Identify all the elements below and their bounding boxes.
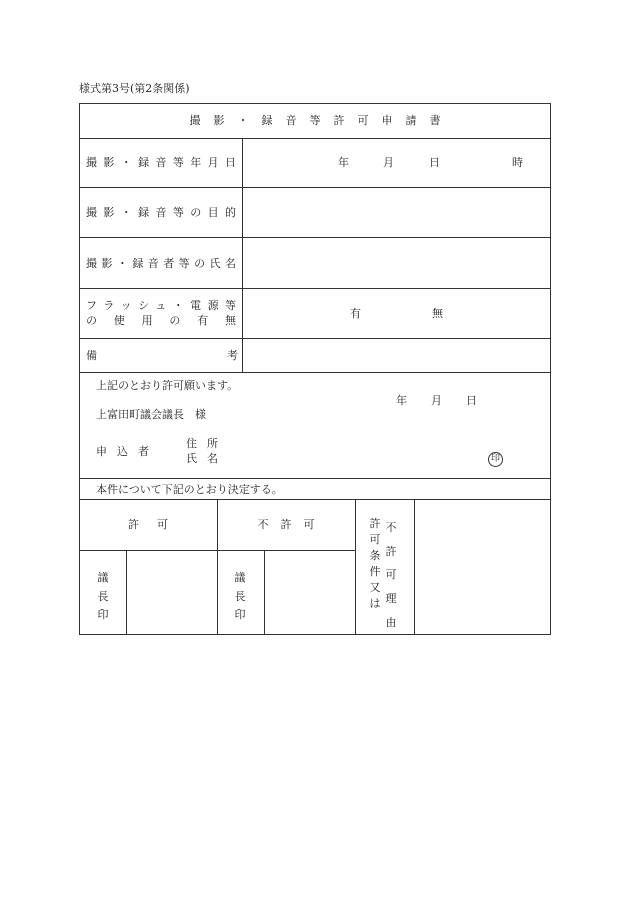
row-divider xyxy=(79,338,551,339)
seal-column-divider xyxy=(264,550,265,635)
row-divider xyxy=(79,478,551,479)
table-border-left xyxy=(79,103,80,635)
permit-chair-seal-label: 議長印 xyxy=(97,571,109,622)
recorder-name-label: 撮影・録音者等の氏名 xyxy=(86,257,236,270)
address-label: 住所 xyxy=(186,437,228,450)
request-statement: 上記のとおり許可願います。 xyxy=(96,379,239,392)
form-title: 撮影・録音等許可申請書 xyxy=(189,114,454,127)
datetime-year: 年 xyxy=(338,156,349,169)
row-divider xyxy=(79,138,551,139)
flash-label-line1: フラッシュ・電源等 xyxy=(86,299,236,312)
not-permit-header: 不許可 xyxy=(257,518,327,531)
seal-mark: 印 xyxy=(488,452,503,467)
flash-no: 無 xyxy=(432,307,443,320)
remarks-label-start: 備 xyxy=(86,349,97,362)
remarks-label-end: 考 xyxy=(227,349,238,362)
row-divider xyxy=(79,187,551,188)
applicant-label: 申込者 xyxy=(96,445,159,458)
permit-header: 許可 xyxy=(128,518,186,531)
form-number-label: 様式第3号(第2条関係) xyxy=(79,82,190,95)
flash-yes: 有 xyxy=(350,307,361,320)
purpose-label: 撮影・録音等の目的 xyxy=(86,206,236,219)
datetime-month: 月 xyxy=(383,156,394,169)
decision-column-divider xyxy=(414,499,415,635)
label-column-divider xyxy=(242,138,243,373)
decision-statement: 本件について下記のとおり決定する。 xyxy=(96,483,283,496)
request-date-month: 月 xyxy=(431,394,442,407)
not-permit-chair-seal-label: 議長印 xyxy=(234,571,246,622)
row-divider xyxy=(79,372,551,373)
table-border-right xyxy=(550,103,551,635)
datetime-label: 撮影・録音等年月日 xyxy=(86,156,236,169)
table-border-top xyxy=(79,103,551,104)
request-date-year: 年 xyxy=(396,394,407,407)
table-border-bottom xyxy=(79,634,551,635)
datetime-day: 日 xyxy=(429,156,440,169)
conditions-label-col1: 許可条件又は xyxy=(369,517,381,610)
row-divider xyxy=(79,499,551,500)
request-date-day: 日 xyxy=(466,394,477,407)
conditions-label-col2: 不許可理由 xyxy=(385,521,397,629)
flash-label-line2: の使用の有無 xyxy=(86,314,236,327)
row-divider xyxy=(79,237,551,238)
decision-column-divider xyxy=(355,499,356,635)
datetime-hour: 時 xyxy=(512,156,523,169)
addressee: 上富田町議会議長 様 xyxy=(96,408,206,421)
seal-column-divider xyxy=(126,550,127,635)
row-divider xyxy=(79,288,551,289)
name-label: 氏名 xyxy=(186,452,228,465)
